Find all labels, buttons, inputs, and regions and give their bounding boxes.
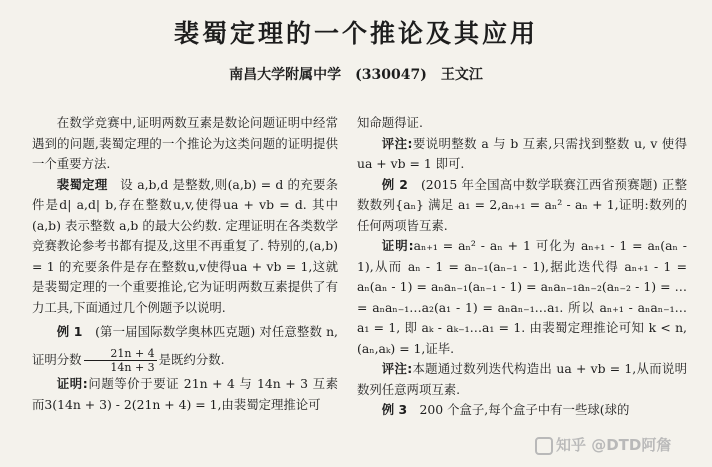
proof2-text: aₙ₊₁ = aₙ² - aₙ + 1 可化为 aₙ₊₁ - 1 = aₙ(aₙ - 1),从而 aₙ - 1 = aₙ₋₁(aₙ₋₁ - 1),据此迭代得 aₙ₊₁ - 1 = aₙ(aₙ - 1) = aₙaₙ₋₁(aₙ₋₁ - 1) = aₙaₙ₋₁aₙ₋₂(aₙ₋₂ - 1) = … = aₙaₙ₋₁…a₂(a₁ - 1) = aₙaₙ₋₁…a₁. 所以 aₙ₊₁ - aₙaₙ₋₁…a₁ = 1, 即 aₖ - aₖ₋₁…a₁ = 1. 由裴蜀定理推论可知 k < n,(aₙ,aₖ) = 1,证毕. xyxy=(357,238,687,356)
theorem-text: 设 a,b,d 是整数,则(a,b) = d 的充要条件是d| a,d| b,存在整数u,v,使得ua + vb = d. 其中(a,b) 表示整数 a,b 的最大公约数. 定理证明在各类数学竞赛教论参考书都有提及,这里不再重复了. 特别的,(a,b) = 1 的充要条件是存在整数u,v使得ua + vb = 1,这就是裴蜀定理的一个重要推论,它为证明两数互素提供了有力工具,下面通过几个例题予以说明. xyxy=(32,176,339,315)
intro-paragraph: 在数学竞赛中,证明两数互素是数论问题证明中经常遇到的问题,裴蜀定理的一个推论为这类问题的证明提供一个重要方法. xyxy=(32,115,338,171)
example1-paragraph xyxy=(32,318,338,374)
comment2-text: 本题通过数列迭代构造出 ua + vb = 1,从而说明数列任意两项互素. xyxy=(357,361,687,397)
comment1-label: 评注: xyxy=(381,135,413,151)
example1-fraction xyxy=(84,347,157,374)
comment2-label: 评注: xyxy=(381,361,413,376)
zhihu-logo-icon xyxy=(535,437,553,455)
proof1-label: 证明: xyxy=(56,376,88,391)
example1-label: 例 1 xyxy=(56,324,83,339)
article-title: 裴蜀定理的一个推论及其应用 xyxy=(173,19,538,48)
proof2-label: 证明: xyxy=(381,238,414,253)
example3-text: 200 个盒子,每个盒子中有一些球(球的 xyxy=(419,402,630,417)
watermark xyxy=(535,434,671,455)
example1-text: (第一届国际数学奥林匹克题) 对任意整数 n,证明分数 xyxy=(32,324,338,367)
proof1-end: 知命题得证. xyxy=(357,115,423,130)
proof2-paragraph xyxy=(357,236,687,359)
comment1-paragraph xyxy=(357,134,687,175)
right-column xyxy=(357,113,687,421)
theorem-paragraph xyxy=(32,175,338,319)
author-byline: 南昌大学附属中学 (330047) 王文江 xyxy=(229,67,483,83)
proof1-paragraph xyxy=(32,374,338,415)
example2-paragraph xyxy=(357,175,687,237)
fraction-numerator: 21n + 4 xyxy=(84,347,157,361)
example3-label: 例 3 xyxy=(381,402,408,417)
comment2-paragraph xyxy=(357,359,687,400)
fraction-denominator: 14n + 3 xyxy=(110,361,155,374)
example2-text: (2015 年全国高中数学联赛江西省预赛题) 正整数数列{aₙ} 满足 a₁ = 2,aₙ₊₁ = aₙ² - aₙ + 1,证明:数列的任何两项皆互素. xyxy=(357,176,687,233)
theorem-label: 裴蜀定理 xyxy=(56,176,108,192)
comment1-text: 要说明整数 a 与 b 互素,只需找到整数 u, v 使得 ua + vb = 1 即可. xyxy=(357,135,687,171)
watermark-text: 知乎 @DTD阿詹 xyxy=(556,436,672,454)
example2-label: 例 2 xyxy=(381,176,408,192)
example3-paragraph xyxy=(357,400,687,421)
proof1-text: 问题等价于要证 21n + 4 与 14n + 3 互素 而3(14n + 3) - 2(21n + 4) = 1,由裴蜀定理推论可 xyxy=(32,376,338,412)
example1-tail: 是既约分数. xyxy=(158,352,225,367)
left-column xyxy=(32,113,338,415)
